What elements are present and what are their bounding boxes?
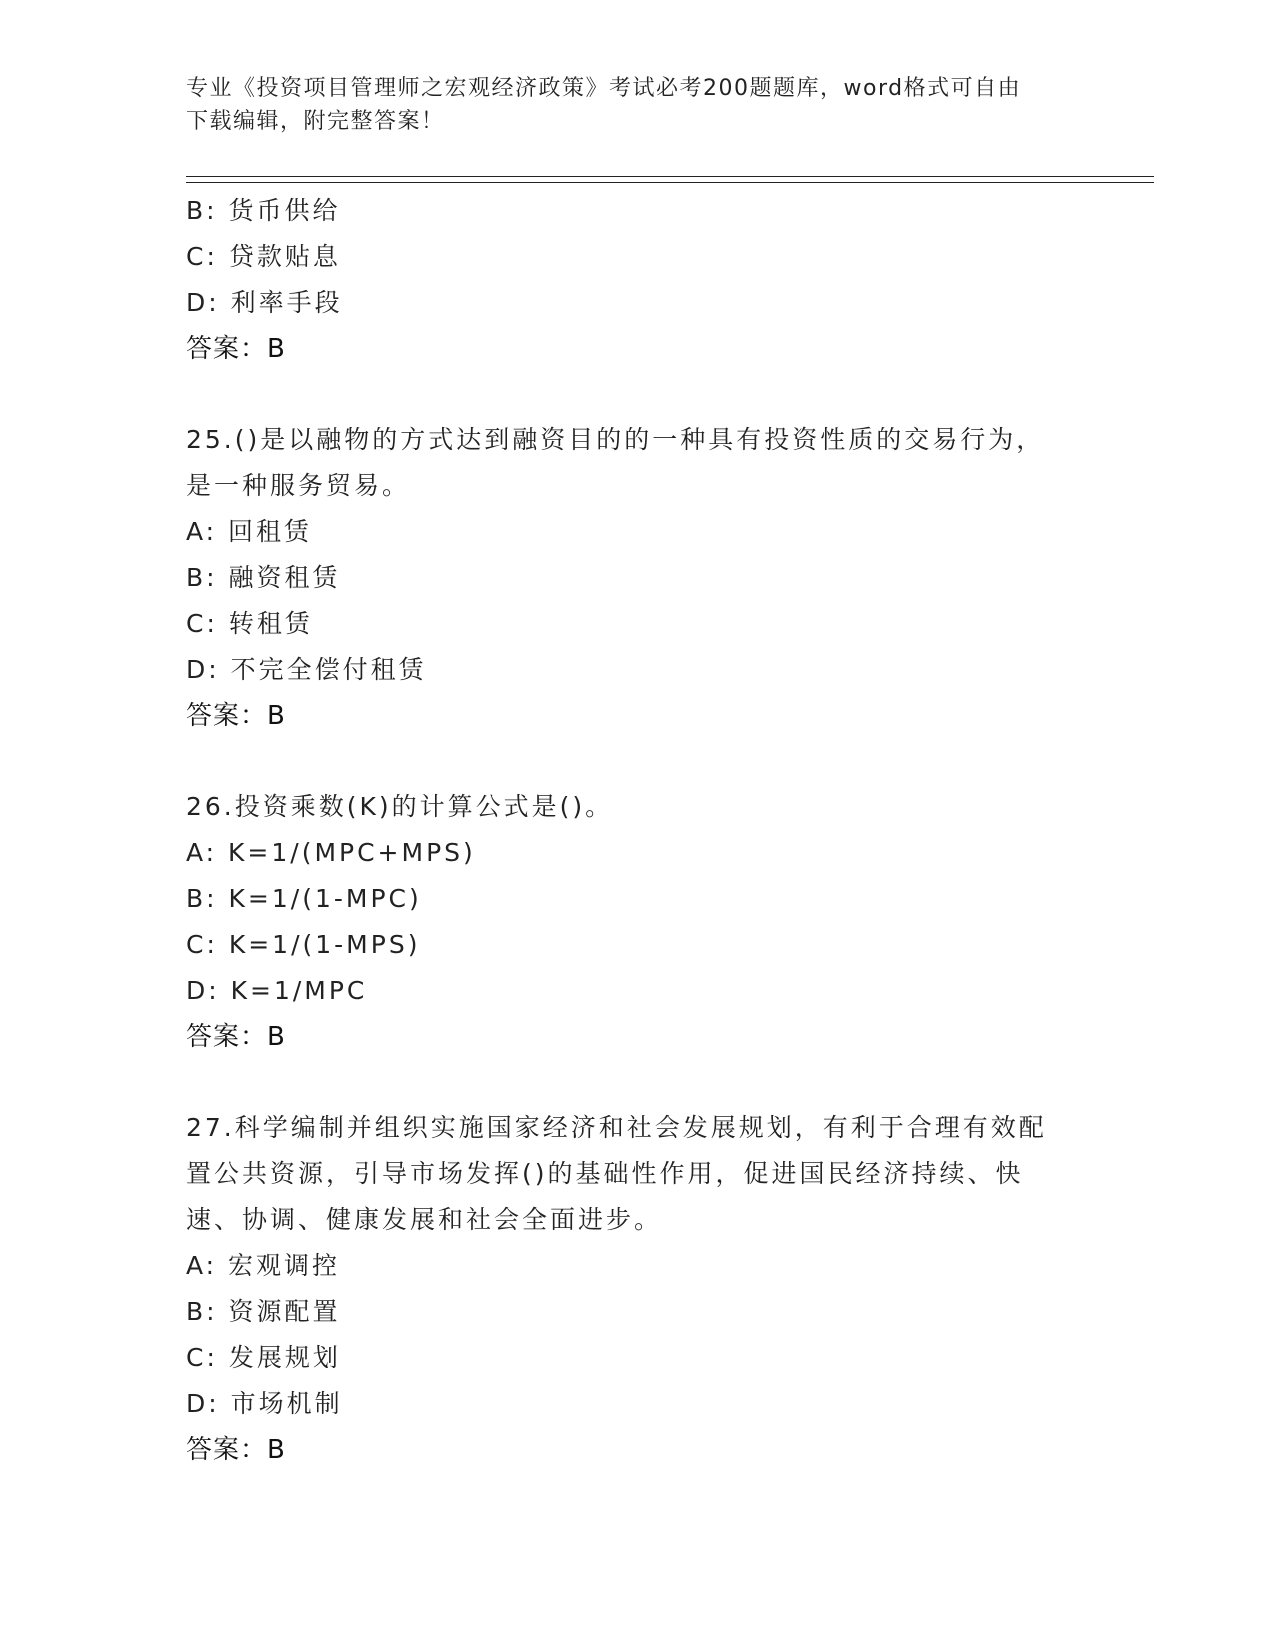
question-stem: 25.()是以融物的方式达到融资目的的一种具有投资性质的交易行为， bbox=[186, 425, 1045, 454]
question-block-26 bbox=[186, 784, 1086, 1060]
question-block-24 bbox=[186, 188, 1086, 372]
option-a: A: K=1/(MPC+MPS) bbox=[186, 838, 476, 867]
document-header bbox=[186, 72, 1076, 138]
option-c: C: 发展规划 bbox=[186, 1343, 341, 1372]
option-b: B: 货币供给 bbox=[186, 196, 341, 225]
option-a: A: 回租赁 bbox=[186, 517, 313, 546]
option-d: D: K=1/MPC bbox=[186, 976, 368, 1005]
answer-label: 答案：B bbox=[186, 1435, 286, 1465]
option-d: D: 利率手段 bbox=[186, 288, 343, 317]
spacer bbox=[186, 372, 1086, 417]
header-rule-top bbox=[186, 176, 1154, 177]
question-stem: 速、协调、健康发展和社会全面进步。 bbox=[186, 1205, 663, 1234]
option-c: C: K=1/(1-MPS) bbox=[186, 930, 421, 959]
option-d: D: 市场机制 bbox=[186, 1389, 343, 1418]
question-block-27 bbox=[186, 1105, 1086, 1473]
question-stem: 置公共资源，引导市场发挥()的基础性作用，促进国民经济持续、快 bbox=[186, 1159, 1024, 1188]
header-line-2: 下载编辑，附完整答案！ bbox=[186, 109, 445, 134]
option-a: A: 宏观调控 bbox=[186, 1251, 341, 1280]
header-rule-bottom bbox=[186, 182, 1154, 183]
option-c: C: 贷款贴息 bbox=[186, 242, 341, 271]
option-d: D: 不完全偿付租赁 bbox=[186, 655, 427, 684]
spacer bbox=[186, 739, 1086, 784]
answer-label: 答案：B bbox=[186, 1022, 286, 1052]
answer-label: 答案：B bbox=[186, 334, 286, 364]
option-b: B: 资源配置 bbox=[186, 1297, 341, 1326]
option-b: B: K=1/(1-MPC) bbox=[186, 884, 422, 913]
question-block-25 bbox=[186, 417, 1086, 739]
question-stem: 27.科学编制并组织实施国家经济和社会发展规划，有利于合理有效配 bbox=[186, 1113, 1047, 1142]
question-stem: 26.投资乘数(K)的计算公式是()。 bbox=[186, 792, 614, 821]
header-line-1: 专业《投资项目管理师之宏观经济政策》考试必考200题题库，word格式可自由 bbox=[186, 76, 1022, 101]
question-stem: 是一种服务贸易。 bbox=[186, 471, 411, 500]
question-list bbox=[186, 188, 1086, 1473]
spacer bbox=[186, 1060, 1086, 1105]
answer-label: 答案：B bbox=[186, 701, 286, 731]
option-c: C: 转租赁 bbox=[186, 609, 313, 638]
option-b: B: 融资租赁 bbox=[186, 563, 341, 592]
